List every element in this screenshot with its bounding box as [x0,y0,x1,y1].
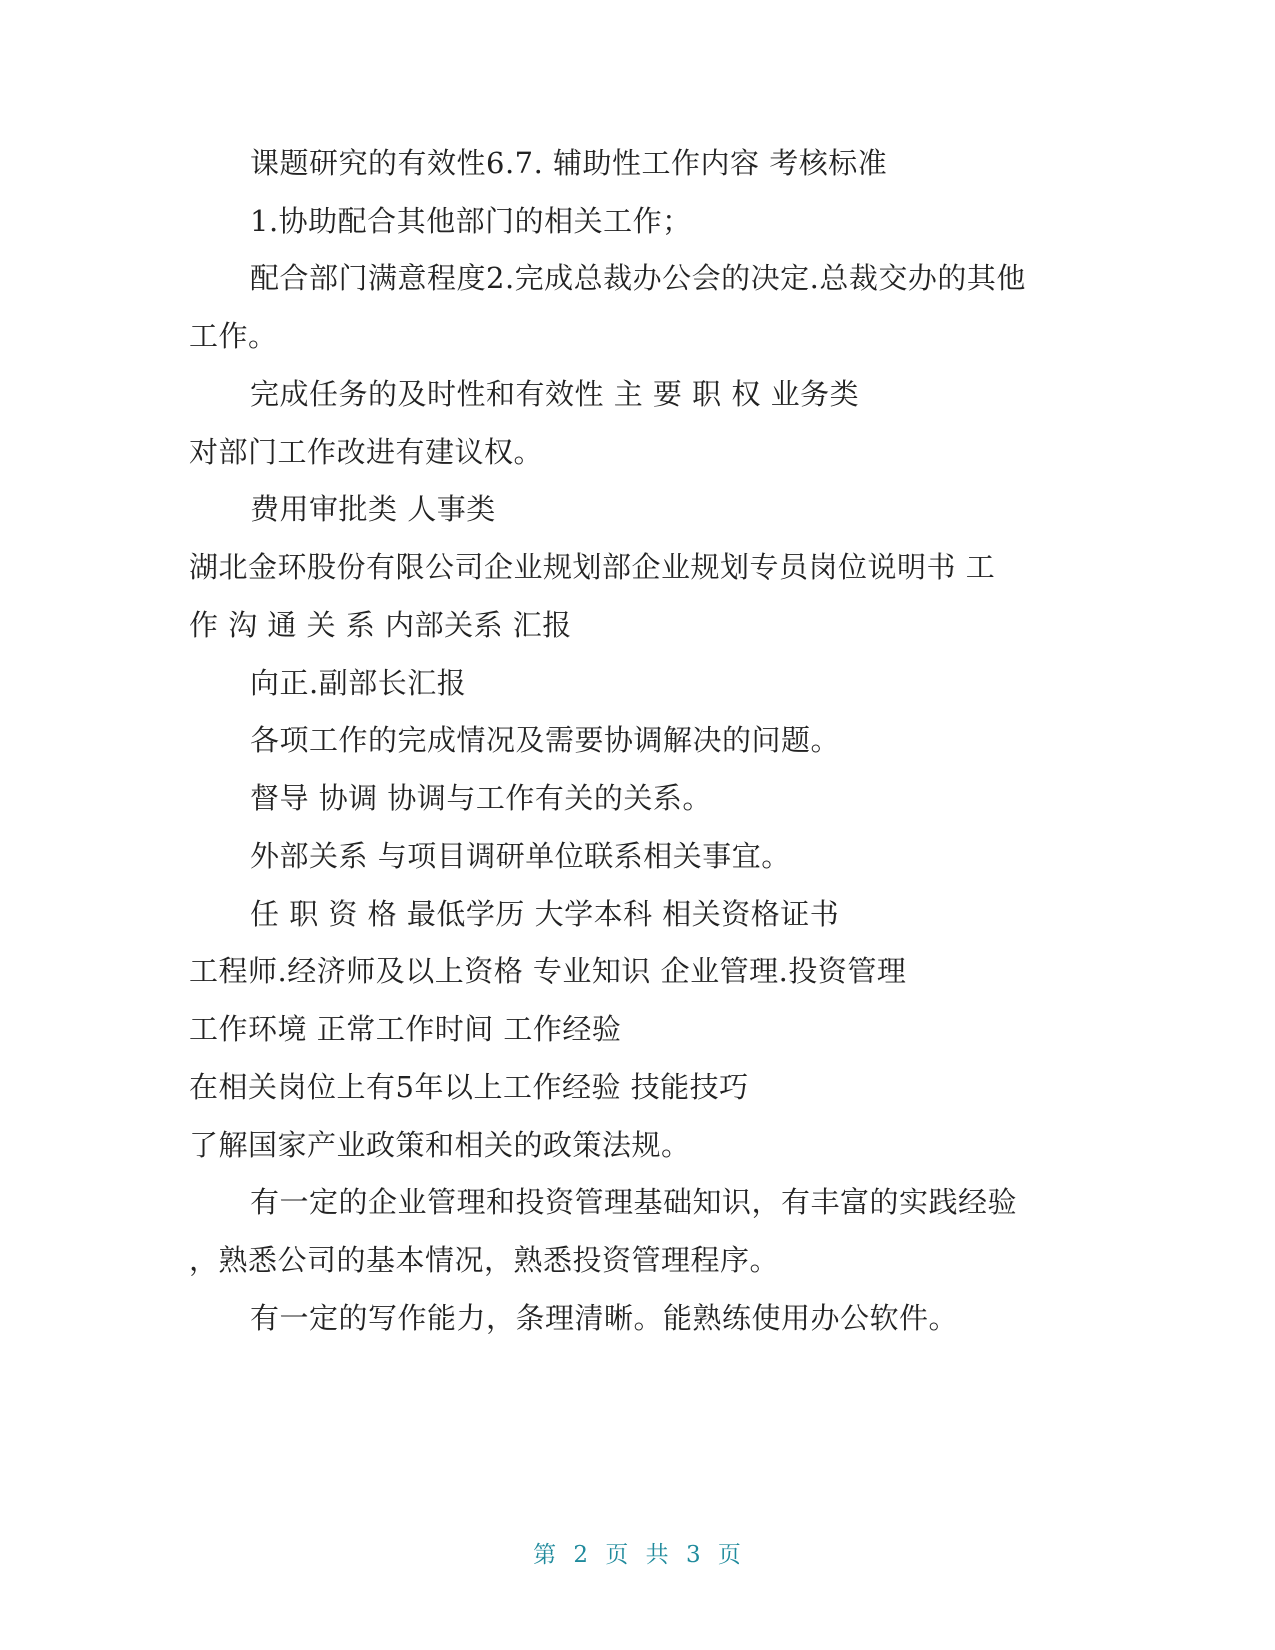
body-line: 工程师.经济师及以上资格 专业知识 企业管理.投资管理 [189,954,907,988]
page-footer [0,1540,1275,1570]
body-line: 工作环境 正常工作时间 工作经验 [189,1012,622,1046]
body-line: 有一定的企业管理和投资管理基础知识，有丰富的实践经验 [250,1185,1018,1219]
body-line: ，熟悉公司的基本情况，熟悉投资管理程序。 [189,1243,780,1277]
footer-total-pages: 3 [685,1542,702,1568]
body-line: 作 沟 通 关 系 内部关系 汇报 [189,608,572,642]
body-line: 在相关岗位上有5年以上工作经验 技能技巧 [189,1070,749,1104]
body-line: 费用审批类 人事类 [250,492,496,526]
body-line: 各项工作的完成情况及需要协调解决的问题。 [250,723,841,757]
body-line: 完成任务的及时性和有效性 主 要 职 权 业务类 [250,377,860,411]
body-line: 配合部门满意程度2.完成总裁办公会的决定.总裁交办的其他 [250,261,1026,295]
body-line: 向正.副部长汇报 [250,666,467,700]
body-line: 任 职 资 格 最低学历 大学本科 相关资格证书 [250,897,840,931]
footer-page-word: 页 [605,1542,630,1568]
body-line: 督导 协调 协调与工作有关的关系。 [250,781,712,815]
body-line: 了解国家产业政策和相关的政策法规。 [189,1128,691,1162]
body-line: 工作。 [189,319,278,353]
body-line: 有一定的写作能力，条理清晰。能熟练使用办公软件。 [250,1301,959,1335]
body-line: 对部门工作改进有建议权。 [189,435,544,469]
footer-suffix: 页 [717,1542,742,1568]
body-line: 课题研究的有效性6.7. 辅助性工作内容 考核标准 [250,146,888,180]
footer-prefix: 第 [533,1542,558,1568]
body-line: 湖北金环股份有限公司企业规划部企业规划专员岗位说明书 工 [189,550,996,584]
body-line: 外部关系 与项目调研单位联系相关事宜。 [250,839,791,873]
body-line: 1.协助配合其他部门的相关工作； [250,204,692,238]
footer-total-word: 共 [645,1542,670,1568]
footer-current-page: 2 [573,1542,590,1568]
